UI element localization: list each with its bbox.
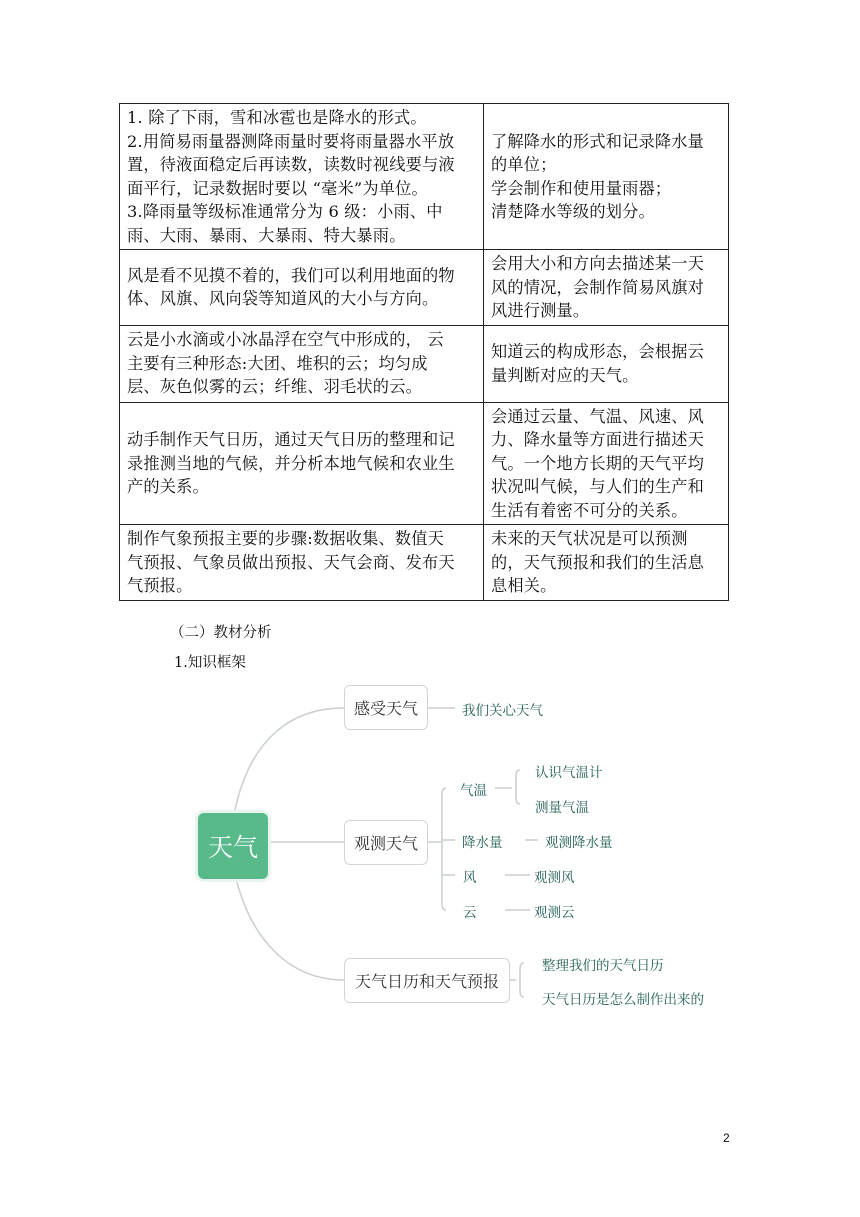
objective-cell	[484, 104, 729, 250]
leaf-care-about-weather: 我们关心天气	[462, 703, 543, 719]
cell-text-line: 知道云的构成形态，会根据云	[491, 342, 705, 361]
content-cell	[120, 402, 484, 525]
sub-heading: 1.知识框架	[174, 655, 246, 671]
subnode-precipitation: 降水量	[462, 835, 503, 851]
section-heading: （二）教材分析	[170, 625, 272, 641]
cell-text-line: 未来的天气状况是可以预测	[491, 529, 688, 548]
cell-text-line: 清楚降水等级的划分。	[491, 202, 655, 221]
cell-text-line: 制作气象预报主要的步骤:数据收集、数值天	[127, 529, 445, 548]
cell-text-line: 置，待液面稳定后再读数，读数时视线要与液	[127, 155, 455, 174]
table-row	[120, 525, 729, 601]
cell-text-line: 录推测当地的气候，并分析本地气候和农业生	[127, 453, 455, 473]
page-number: 2	[723, 1131, 730, 1145]
subnode-wind: 风	[463, 870, 477, 886]
cell-text-line: 量判断对应的天气。	[491, 365, 639, 385]
table-row	[120, 104, 729, 250]
cell-text-line: 息相关。	[491, 576, 557, 595]
table-row	[120, 325, 729, 402]
cell-text-line: 风的情况，会制作简易风旗对	[491, 277, 705, 297]
cell-text-line: 1. 除了下雨，雪和冰雹也是降水的形式。	[127, 108, 427, 127]
leaf-organize-calendar: 整理我们的天气日历	[542, 958, 664, 974]
objective-cell	[484, 402, 729, 525]
objectives-table	[119, 103, 729, 601]
branch-node-calendar-forecast: 天气日历和天气预报	[344, 958, 510, 1003]
table-row	[120, 402, 729, 525]
cell-text-line: 主要有三种形态:大团、堆积的云；均匀成	[127, 353, 428, 373]
cell-text-line: 的单位；	[491, 155, 557, 174]
knowledge-mindmap	[180, 670, 740, 1020]
cell-text-line: 体、风旗、风向袋等知道风的大小与方向。	[127, 289, 439, 309]
cell-text-line: 面平行，记录数据时要以 “毫米”为单位。	[127, 178, 428, 198]
cell-text-line: 力、降水量等方面进行描述天	[491, 430, 705, 449]
leaf-observe-cloud: 观测云	[534, 905, 575, 921]
cell-text-line: 层、灰色似雾的云；纤维、羽毛状的云。	[127, 377, 422, 397]
cell-text-line: 学会制作和使用量雨器；	[491, 178, 672, 198]
leaf-observe-precipitation: 观测降水量	[545, 835, 613, 851]
cell-text-line: 会用大小和方向去描述某一天	[491, 254, 705, 273]
content-cell	[120, 525, 484, 601]
cell-text-line: 会通过云量、气温、风速、风	[491, 406, 705, 426]
cell-text-line: 2.用简易雨量器测降雨量时要将雨量器水平放	[127, 131, 455, 151]
table-row	[120, 250, 729, 326]
cell-text-line: 动手制作天气日历，通过天气日历的整理和记	[127, 430, 455, 449]
leaf-how-calendar-made: 天气日历是怎么制作出来的	[542, 992, 704, 1008]
objective-cell	[484, 250, 729, 326]
cell-text-line: 气预报。	[127, 576, 193, 595]
root-node-weather: 天气	[198, 813, 268, 879]
cell-text-line: 风进行测量。	[491, 301, 590, 320]
cell-text-line: 状况叫气候，与人们的生产和	[491, 477, 705, 496]
branch-node-observe-weather: 观测天气	[344, 820, 428, 865]
objective-cell	[484, 525, 729, 601]
cell-text-line: 的，天气预报和我们的生活息	[491, 552, 705, 572]
leaf-measure-temperature: 测量气温	[535, 800, 589, 816]
content-cell	[120, 104, 484, 250]
cell-text-line: 3.降雨量等级标准通常分为 6 级：小雨、中	[127, 202, 443, 221]
subnode-temperature: 气温	[460, 783, 487, 799]
content-cell	[120, 250, 484, 326]
cell-text-line: 了解降水的形式和记录降水量	[491, 131, 705, 151]
objective-cell	[484, 325, 729, 402]
cell-text-line: 雨、大雨、暴雨、大暴雨、特大暴雨。	[127, 225, 406, 245]
cell-text-line: 风是看不见摸不着的，我们可以利用地面的物	[127, 265, 455, 285]
content-cell	[120, 325, 484, 402]
cell-text-line: 产的关系。	[127, 477, 209, 496]
cell-text-line: 气预报、气象员做出预报、天气会商、发布天	[127, 552, 455, 572]
cell-text-line: 云是小水滴或小冰晶浮在空气中形成的， 云	[127, 330, 444, 350]
cell-text-line: 气。一个地方长期的天气平均	[491, 453, 705, 473]
leaf-know-thermometer: 认识气温计	[535, 765, 603, 781]
leaf-observe-wind: 观测风	[534, 870, 575, 886]
cell-text-line: 生活有着密不可分的关系。	[491, 500, 688, 520]
branch-node-feel-weather: 感受天气	[344, 685, 428, 730]
subnode-cloud: 云	[463, 905, 477, 921]
